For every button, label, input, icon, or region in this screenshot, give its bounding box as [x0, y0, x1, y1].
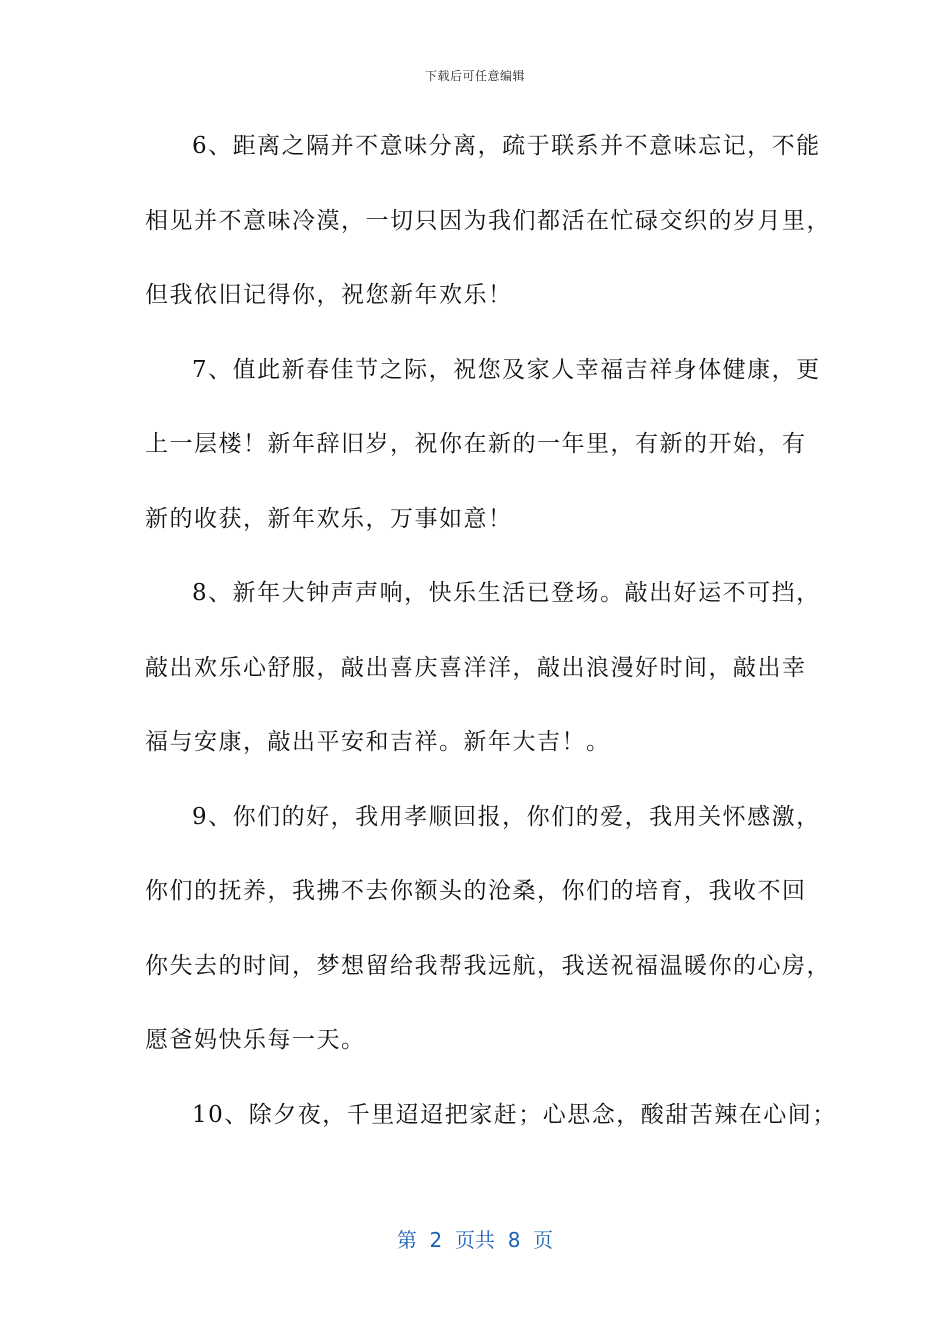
paragraph-line: 8、新年大钟声声响，快乐生活已登场。敲出好运不可挡， [192, 580, 821, 606]
paragraph-line: 愿爸妈快乐每一天。 [145, 1027, 366, 1053]
paragraph-10 [145, 1091, 837, 1166]
paragraph-line: 新的收获，新年欢乐，万事如意！ [145, 505, 513, 532]
paragraph-line: 你们的抚养，我拂不去你额头的沧桑，你们的培育，我收不回 [145, 878, 807, 904]
paragraph-8 [145, 569, 821, 793]
paragraph-line: 福与安康，敲出平安和吉祥。新年大吉！。 [145, 729, 611, 755]
paragraph-6 [145, 122, 831, 346]
page-number-footer: 第 2 页共 8 页 [396, 1228, 554, 1252]
paragraph-line: 7、值此新春佳节之际，祝您及家人幸福吉祥身体健康，更 [192, 356, 821, 383]
paragraph-line: 相见并不意味冷漠，一切只因为我们都活在忙碌交织的岁月里， [145, 207, 831, 234]
paragraph-line: 你失去的时间，梦想留给我帮我远航，我送祝福温暖你的心房， [145, 952, 831, 979]
paragraph-7 [145, 346, 821, 570]
page-header: 下载后可任意编辑 [424, 69, 525, 83]
paragraph-line: 敲出欢乐心舒服，敲出喜庆喜洋洋，敲出浪漫好时间，敲出幸 [145, 654, 807, 681]
paragraph-line: 10、除夕夜，千里迢迢把家赶；心思念，酸甜苦辣在心间； [192, 1101, 837, 1128]
paragraph-line: 6、距离之隔并不意味分离，疏于联系并不意味忘记，不能 [192, 133, 821, 159]
paragraph-line: 上一层楼！新年辞旧岁，祝你在新的一年里，有新的开始，有 [145, 431, 807, 457]
paragraph-line: 但我依旧记得你，祝您新年欢乐！ [145, 282, 513, 308]
paragraph-9 [145, 793, 831, 1091]
paragraph-line: 9、你们的好，我用孝顺回报，你们的爱，我用关怀感激， [192, 803, 821, 830]
document-body [145, 122, 837, 1165]
